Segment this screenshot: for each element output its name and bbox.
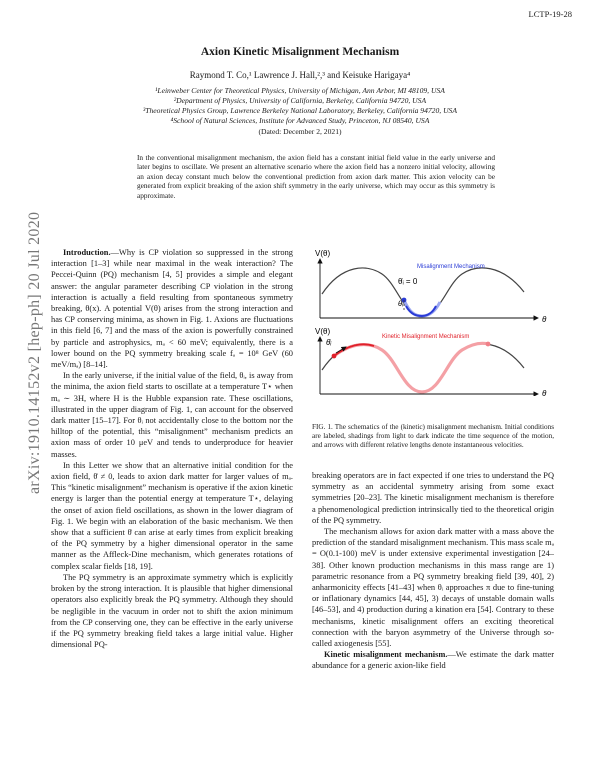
- affiliation-4: ⁴School of Natural Sciences, Institute for Advanced Study, Princeton, NJ 08540, USA: [170, 116, 430, 125]
- lower-late-point: [486, 342, 491, 347]
- abstract: In the conventional misalignment mechanism, the axion field has a constant initial field value in the early universe and later begins to oscillate. We present an alternative scenario where the axion field has a nonzero initial velocity, allowing an axion decay constant much below the conventional prediction from axion dark matter. This axion velocity can be generated from explicit breaking of the axion shift symmetry in the early universe, which may occur as this symmetry is approximate.: [137, 153, 495, 200]
- paragraph: breaking operators are in fact expected if one tries to understand the PQ symmetry as an accidental symmetry arising from some exact symmetries [20–23]. The kinetic misalignment mechanism is therefore a phenomenological prediction intrinsically tied to the theoretical origin of the PQ symmetry.: [312, 471, 554, 525]
- upper-y-label: V(θ): [315, 249, 331, 258]
- paragraph: In this Letter we show that an alternative initial condition for the axion field, θ̇ ≠ 0, leads to axion dark matter for larger values of mₐ. This “kinetic misalignment” mechanism is operative if the axion kinetic energy is larger than the potential energy at temperature T⋆, delaying the onset of axion field oscillations, as shown in the lower diagram of Fig. 1. We begin with an elaboration of the basic mechanism. We then show that a sufficient θ̇ can arise at early times from explicit breaking of the PQ symmetry by a higher dimensional operator in the same manner as the Affleck-Dine mechanism, which generates rotations of complex scalar fields [18, 19].: [51, 460, 293, 571]
- upper-annotation: θ̇ᵢ = 0: [398, 277, 418, 286]
- affiliation-3: ³Theoretical Physics Group, Lawrence Berkeley National Laboratory, Berkeley, California 94720, USA: [143, 106, 457, 115]
- upper-panel-label: Misalignment Mechanism: [417, 264, 485, 270]
- paragraph: The PQ symmetry is an approximate symmetry which is explicitly broken by the strong interaction. It is plausible that higher dimensional operators also explicitly break the PQ symmetry. Although they should be negligible in the vacuum in order not to shift the axion minimum from the CP conserving one, they can be effective in the early universe if the PQ symmetry breaking field takes a large initial value. Higher dimensional PQ-: [51, 572, 293, 650]
- author-list: Raymond T. Co,¹ Lawrence J. Hall,²,³ and Keisuke Harigaya⁴: [189, 70, 411, 80]
- date-line: (Dated: December 2, 2021): [258, 127, 342, 136]
- section-paragraph: [312, 649, 554, 671]
- lower-y-label: V(θ): [315, 327, 331, 336]
- section-heading: Kinetic misalignment mechanism.: [324, 650, 448, 660]
- right-column: [312, 470, 554, 672]
- lower-potential-curve: [322, 344, 524, 392]
- paragraph: The mechanism allows for axion dark matter with a mass above the prediction of the standard misalignment mechanism. This mass scale mₐ = O(0.1-100) meV is under extensive experimental investigation [24–38]. Other known production mechanisms in this mass range are 1) parametric resonance from a PQ symmetry breaking field [39, 40], 2) anharmonicity effects [41–43] when θᵢ approaches π due to fine-tuning or inflationary dynamics [44, 45], 3) decays of unstable domain walls [46–53], and 4) production during a kination era [54]. Contrary to these mechanisms, kinetic misalignment offers an exciting theoretical connection with the baryon asymmetry of the Universe through so-called axiogenesis [55].: [312, 527, 554, 649]
- left-column: [51, 247, 293, 650]
- lower-panel-label: Kinetic Misalignment Mechanism: [382, 334, 470, 340]
- figure-caption: FIG. 1. The schematics of the (kinetic) misalignment mechanism. Initial conditions are labeled, shadings from light to dark indicate the time sequence of the motion, and arrows with different relative lengths denote instantaneous velocities.: [312, 423, 554, 449]
- intro-text: —Why is CP violation so suppressed in the strong interaction [1–3] while near maximal in the weak interaction? The Peccei-Quinn (PQ) mechanism [4, 5] provides a simple and elegant answer: the angular parameter describing CP violation in the strong interaction is actually a field resulting from spontaneous symmetry breaking, θ(x). A potential V(θ) arises from the strong interaction and has CP conserving minima, as shown in Fig. 1. Axions are fluctuations in this field [6, 7] and the mass of the axion is powerfully constrained by particle and astrophysics, mₐ < 60 meV; equivalently, there is a lower bound on the PQ symmetry breaking scale fₐ = 10⁸ GeV (60 meV/mₐ) [8–14].: [51, 248, 293, 370]
- report-number: LCTP-19-28: [528, 9, 572, 19]
- affiliation-2: ²Department of Physics, University of California, Berkeley, California 94720, USA: [173, 96, 427, 105]
- arxiv-stamp: arXiv:1910.14152v2 [hep-ph] 20 Jul 2020: [26, 211, 43, 494]
- lower-initial-point: [332, 354, 337, 359]
- paragraph: In the early universe, if the initial value of the field, θᵢ, is away from the minima, the axion field starts to oscillate at a temperature T⋆ when mₐ ∼ 3H, where H is the Hubble expansion rate. These oscillations, illustrated in the upper diagram of Fig. 1, can account for the observed dark matter [15–17]. For θᵢ not accidentally close to the bottom nor the hilltop of the potential, this “misalignment” mechanism predicts an axion mass of order 10 μeV and tends to underproduce for heavier masses.: [51, 371, 293, 459]
- figure-1: [312, 244, 554, 396]
- lower-annotation: θ̇ᵢ: [326, 338, 332, 347]
- upper-x-label: θ: [542, 315, 547, 324]
- upper-potential-curve: [322, 268, 524, 316]
- intro-heading: Introduction.: [63, 248, 111, 257]
- section-text: —We estimate the dark matter abundance for a generic axion-like field: [312, 650, 554, 671]
- figure-1-svg: [312, 244, 554, 396]
- upper-theta-label: θᵢ: [398, 299, 404, 308]
- lower-motion-shade-light: [334, 343, 488, 392]
- affiliation-1: ¹Leinweber Center for Theoretical Physics, University of Michigan, Ann Arbor, MI 48109, USA: [155, 86, 445, 95]
- lower-x-label: θ: [542, 389, 547, 396]
- intro-paragraph: [51, 247, 293, 370]
- paper-title: Axion Kinetic Misalignment Mechanism: [200, 46, 400, 58]
